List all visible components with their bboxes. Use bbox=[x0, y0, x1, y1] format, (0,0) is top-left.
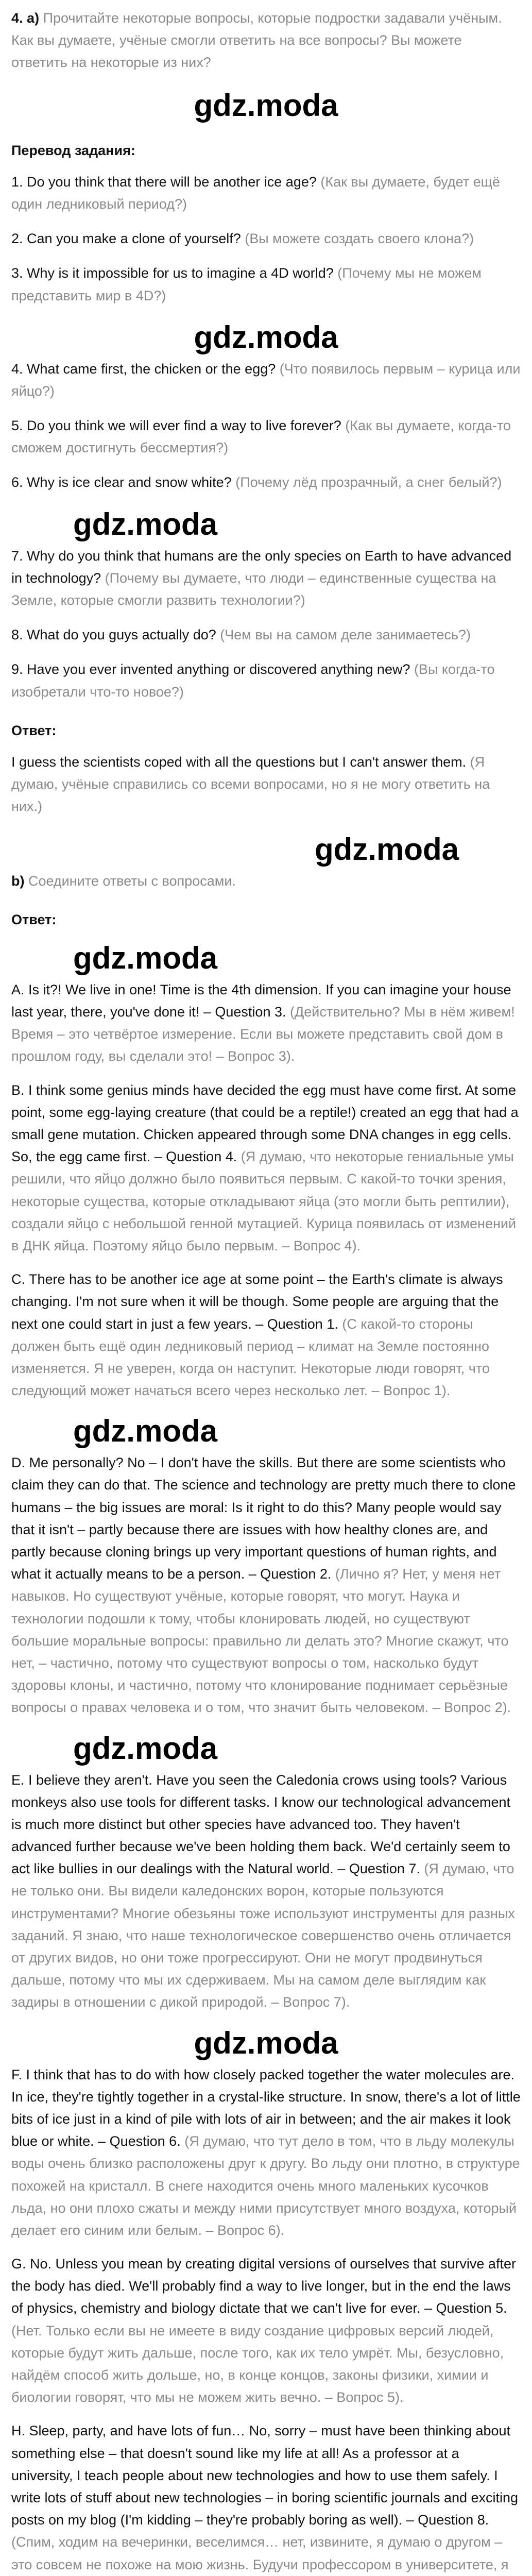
task-instruction: Прочитайте некоторые вопросы, которые подростки задавали учёным. Как вы думаете, учёные смогли ответить на все вопросы? Вы можете ответить на некоторые из них? bbox=[11, 10, 502, 71]
answer-label-a: Ответ: bbox=[11, 722, 57, 738]
task-number: 4. bbox=[11, 10, 23, 26]
question-5: 5. Do you think we will ever find a way to live forever? (Как вы думаете, когда-то сможем достигнуть бессмертия?) bbox=[11, 418, 511, 456]
translation-heading: Перевод задания: bbox=[11, 142, 135, 158]
watermark: gdz.moda bbox=[194, 88, 338, 123]
question-3: 3. Why is it impossible for us to imagine a 4D world? (Почему мы не можем представить мир в 4D?) bbox=[11, 265, 482, 303]
answer-b-F: F. I think that has to do with how closely packed together the water molecules are. In ice, they're tightly together in a crystal-like structure. In snow, there's a lot of little bits of ice just in a kind of pile with lots of air in between; and the air makes it look blue or white. – Question 6. (Я думаю, что тут дело в том, что в льду молекулы воды очень близко расположены друг к другу. Во льду они плотно, в структуре похожей на кристалл. В снеге находится очень много маленьких кусочков льда, но они плохо сжаты и между ними присутствует много воздуха, который делает его синим или белым. – Вопрос 6). bbox=[11, 2066, 521, 2238]
question-1: 1. Do you think that there will be another ice age? (Как вы думаете, будет ещё один ледниковый период?) bbox=[11, 174, 500, 212]
watermark: gdz.moda bbox=[73, 1731, 217, 1766]
watermark: gdz.moda bbox=[73, 1414, 217, 1449]
answer-b-C: C. There has to be another ice age at some point – the Earth's climate is always changing. I'm not sure when it will be though. Some people are arguing that the next one could start in just a few years. – Question 1. (С какой-то стороны должен быть ещё один ледниковый период – климат на Земле постоянно изменяется. Я не уверен, когда он наступит. Некоторые люди говорят, что следующий может начаться всего через несколько лет. – Вопрос 1). bbox=[11, 1272, 503, 1399]
watermark: gdz.moda bbox=[194, 2025, 338, 2060]
answer-b-B: B. I think some genius minds have decided the egg must have come first. At some point, some egg-laying creature (that could be a reptile!) created an egg that had a small gene mutation. Chicken appeared through some DNA changes in egg cells. So, the egg came first. – Question 4. (Я думаю, что некоторые гениальные умы решили, что яйцо должно было появиться первым. С какой-то точки зрения, некоторые существа, которые откладывают яйца (это могли быть рептилии), создали яйцо с небольшой генной мутацией. Курица появилась от изменений в ДНК яйца. Поэтому яйцо было первым. – Вопрос 4). bbox=[11, 1082, 519, 1253]
question-6: 6. Why is ice clear and snow white? (Почему лёд прозрачный, а снег белый?) bbox=[11, 474, 502, 490]
answer-a: I guess the scientists coped with all the questions but I can't answer them. (Я думаю, учёные справились со всеми вопросами, но я не могу ответить на них.) bbox=[11, 754, 490, 815]
answer-b-G: G. No. Unless you mean by creating digital versions of ourselves that survive after the body has died. We'll probably find a way to live longer, but in the end the laws of physics, chemistry and biology dictate that we can't live for ever. – Question 5. (Нет. Только если вы не имеете в виду создание цифровых версий людей, которые будут жить дальше, после того, как их тело умрёт. Мы, безусловно, найдём способ жить дольше, но, в конце концов, законы физики, химии и биологии говорят, что мы не можем жить вечно. – Вопрос 5). bbox=[11, 2256, 516, 2405]
task-letter: a) bbox=[27, 10, 40, 26]
question-2: 2. Can you make a clone of yourself? (Вы можете создать своего клона?) bbox=[11, 231, 474, 247]
watermark: gdz.moda bbox=[315, 832, 459, 867]
part-b-instruction: Соедините ответы с вопросами. bbox=[24, 873, 236, 889]
answer-b-H: H. Sleep, party, and have lots of fun… No, sorry – must have been thinking about something else – that doesn't sound like my life at all! As a professor at a university, I teach people about new technologies and how to use them safely. I write lots of stuff about new technologies – in boring scientific journals and exciting posts on my blog (I'm kidding – they're probably boring as well). – Question 8. (Спим, ходим на вечеринки, веселимся… нет, извините, я думаю о другом – это совсем не похоже на мою жизнь. Будучи профессором в университете, я bbox=[11, 2423, 519, 2572]
part-b-label: b) bbox=[11, 873, 25, 889]
answer-b-D: D. Me personally? No – I don't have the skills. But there are some scientists who claim they can do that. The science and technology are pretty much there to clone humans – the big issues are moral: Is it right to do this? Many people would say that it isn't – partly because there are issues with how healthy clones are, and partly because cloning brings up very important questions of human rights, and what it actually means to be a person. – Question 2. (Лично я? Нет, у меня нет навыков. Но существуют учёные, которые говорят, что могут. Наука и технологии подошли к тому, чтобы клонировать людей, но существуют большие моральные вопросы: правильно ли делать это? Многие скажут, что нет, – частично, потому что существуют вопросы о том, насколько будут здоровы клоны, и частично, потому что клонирование поднимает серьёзные вопросы о правах человека и о том, что значит быть человеком. – Вопрос 2). bbox=[11, 1455, 516, 1716]
question-9: 9. Have you ever invented anything or discovered anything new? (Вы когда-то изобретали что-то новое?) bbox=[11, 662, 495, 700]
watermark: gdz.moda bbox=[73, 940, 217, 975]
question-8: 8. What do you guys actually do? (Чем вы на самом деле занимаетесь?) bbox=[11, 627, 471, 643]
task-header bbox=[11, 7, 521, 74]
part-b-header bbox=[11, 870, 521, 892]
question-4: 4. What came first, the chicken or the egg? (Что появилось первым – курица или яйцо?) bbox=[11, 361, 521, 399]
watermark: gdz.moda bbox=[194, 319, 338, 354]
answer-b-A: A. Is it?! We live in one! Time is the 4th dimension. If you can imagine your house last year, there, you've done it! – Question 3. (Действительно? Мы в нём живем! Время – это четвёртое измерение. Если вы можете представить свой дом в прошлом году, вы сделали это! – Вопрос 3). bbox=[11, 981, 515, 1064]
answer-b-E: E. I believe they aren't. Have you seen the Caledonia crows using tools? Various monkeys also use tools for different tasks. I know our technological advancement is much more distinct but other species have advanced too. They haven't advanced further because we've been holding them back. We'd certainly seem to act like bullies in our dealings with the Natural world. – Question 7. (Я думаю, что не только они. Вы видели каледонских ворон, которые пользуются инструментами? Многие обезьяны тоже используют инструменты для разных заданий. Я знаю, что наше технологическое совершенство очень отличается от других видов, но они тоже прогрессируют. Они не могут продвинуться дальше, потому что мы их сдерживаем. Мы на самом деле выглядим как задиры в отношении с дикой природой. – Вопрос 7). bbox=[11, 1772, 515, 2010]
answer-label-b: Ответ: bbox=[11, 911, 57, 927]
watermark: gdz.moda bbox=[73, 506, 217, 541]
question-7: 7. Why do you think that humans are the only species on Earth to have advanced in technology? (Почему вы думаете, что люди – единственные существа на Земле, которые смогли развить технологии?) bbox=[11, 548, 512, 608]
